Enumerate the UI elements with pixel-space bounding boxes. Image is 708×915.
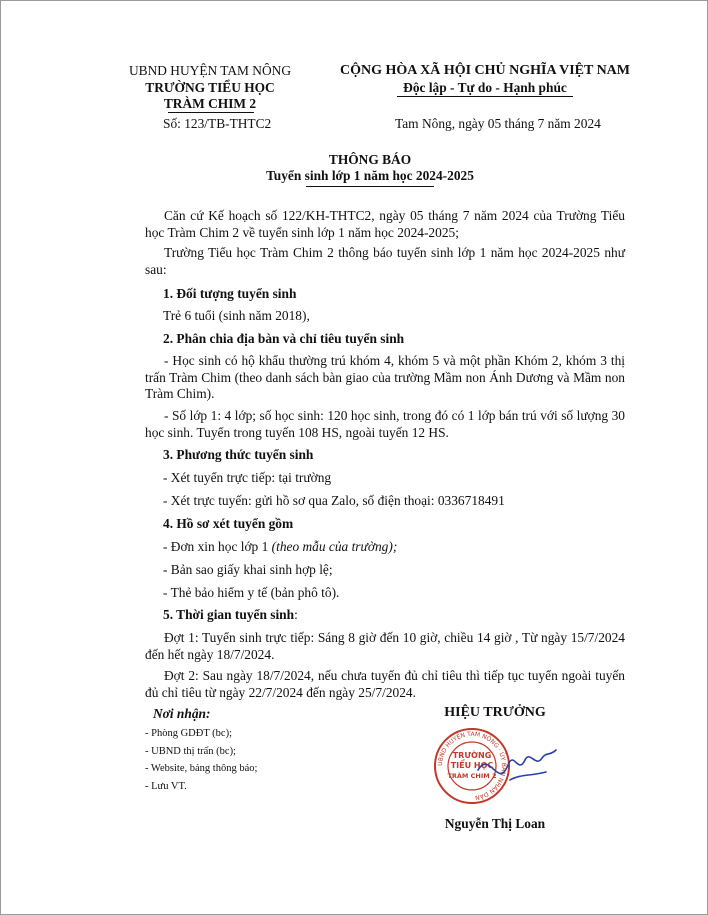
motto: Độc lập - Tự do - Hạnh phúc <box>403 79 567 95</box>
section-3-line-1: - Xét tuyển trực tiếp: tại trường <box>163 470 332 485</box>
motto-underline <box>397 96 573 97</box>
agency-name: UBND HUYỆN TAM NÔNG <box>129 63 291 78</box>
section-4-line-1-text: - Đơn xin học lớp 1 <box>163 539 272 554</box>
section-1-title: 1. Đối tượng tuyển sinh <box>163 286 297 301</box>
school-name-line1: TRƯỜNG TIỂU HỌC <box>145 79 275 95</box>
section-2-title: 2. Phân chia địa bàn và chỉ tiêu tuyển sinh <box>163 331 405 346</box>
section-5-title-text: 5. Thời gian tuyển sinh <box>163 607 295 622</box>
header-right <box>325 63 645 96</box>
intro-paragraph-1: Căn cứ Kế hoạch số 122/KH-THTC2, ngày 05 tháng 7 năm 2024 của Trường Tiểu học Tràm Chim 2 về tuyển sinh lớp 1 năm học 2024-2025; <box>145 208 625 240</box>
seal-top-text: TRƯỜNG <box>452 751 492 760</box>
school-name-line2: TRÀM CHIM 2 <box>163 96 257 111</box>
section-2-paragraph-1: - Học sinh có hộ khẩu thường trú khóm 4, khóm 5 và một phần Khóm 2, khóm 3 thị trấn Tràm Chim (theo danh sách bàn giao của trường Mầm non Ánh Dương và Mầm non Tràm Chim). <box>145 353 625 401</box>
doc-number: Số: 123/TB-THTC2 <box>163 116 272 131</box>
section-4-line-3: - Thẻ bảo hiểm y tế (bản phô tô). <box>163 585 340 600</box>
seal-bot-text: TRÀM CHIM 2 <box>447 772 497 780</box>
signer-name: Nguyễn Thị Loan <box>444 816 546 831</box>
section-5-paragraph-1: Đợt 1: Tuyển sinh trực tiếp: Sáng 8 giờ đến 10 giờ, chiều 14 giờ , Từ ngày 15/7/2024 đến hết ngày 18/7/2024. <box>145 630 625 662</box>
recipient-item: - Phòng GDĐT (bc); <box>145 728 233 739</box>
doc-title: THÔNG BÁO <box>328 152 412 167</box>
section-4-line-1-note: (theo mẫu của trường); <box>271 539 398 554</box>
section-5-colon: : <box>294 607 298 622</box>
recipients-list <box>145 725 257 795</box>
section-3-title: 3. Phương thức tuyển sinh <box>163 447 314 462</box>
school-underline <box>168 112 254 113</box>
section-2-paragraph-2: - Số lớp 1: 4 lớp; số học sinh: 120 học sinh, trong đó có 1 lớp bán trú với số lượng 30 học sinh. Tuyển trong tuyến 108 HS, ngoài tuyến 12 HS. <box>145 408 625 440</box>
seal-mid-text: TIỂU HỌC <box>450 761 494 770</box>
intro-paragraph-2: Trường Tiểu học Tràm Chim 2 thông báo tuyển sinh lớp 1 năm học 2024-2025 như sau: <box>145 245 625 277</box>
recipient-item: - UBND thị trấn (bc); <box>145 745 236 757</box>
recipients-label: Nơi nhận: <box>153 706 211 721</box>
place-date: Tam Nông, ngày 05 tháng 7 năm 2024 <box>395 116 601 131</box>
section-3-line-2: - Xét trực tuyến: gửi hồ sơ qua Zalo, số điện thoại: 0336718491 <box>163 493 505 508</box>
seal-ring-text: UBND HUYỆN TAM NÔNG · ỦY BAN NHÂN DÂN <box>436 730 508 801</box>
section-5-title <box>163 607 298 623</box>
doc-subtitle: Tuyển sinh lớp 1 năm học 2024-2025 <box>266 168 474 183</box>
header-left <box>110 63 310 113</box>
handwritten-signature-icon <box>470 730 560 800</box>
recipient-item: - Lưu VT. <box>145 780 187 792</box>
recipient-item: - Website, bảng thông báo; <box>145 763 258 774</box>
section-4-line-1 <box>163 539 397 555</box>
section-1-text: Trẻ 6 tuổi (sinh năm 2018), <box>163 308 310 323</box>
nation-title: CỘNG HÒA XÃ HỘI CHỦ NGHĨA VIỆT NAM <box>339 63 630 78</box>
signer-title: HIỆU TRƯỞNG <box>444 705 546 720</box>
section-4-line-2: - Bản sao giấy khai sinh hợp lệ; <box>163 562 333 577</box>
section-4-title: 4. Hồ sơ xét tuyển gồm <box>163 516 294 531</box>
section-5-paragraph-2: Đợt 2: Sau ngày 18/7/2024, nếu chưa tuyển đủ chỉ tiêu thì tiếp tục tuyển ngoài tuyến đủ chỉ tiêu từ ngày 22/7/2024 đến ngày 25/7/2024. <box>145 668 625 700</box>
title-underline <box>306 186 434 187</box>
